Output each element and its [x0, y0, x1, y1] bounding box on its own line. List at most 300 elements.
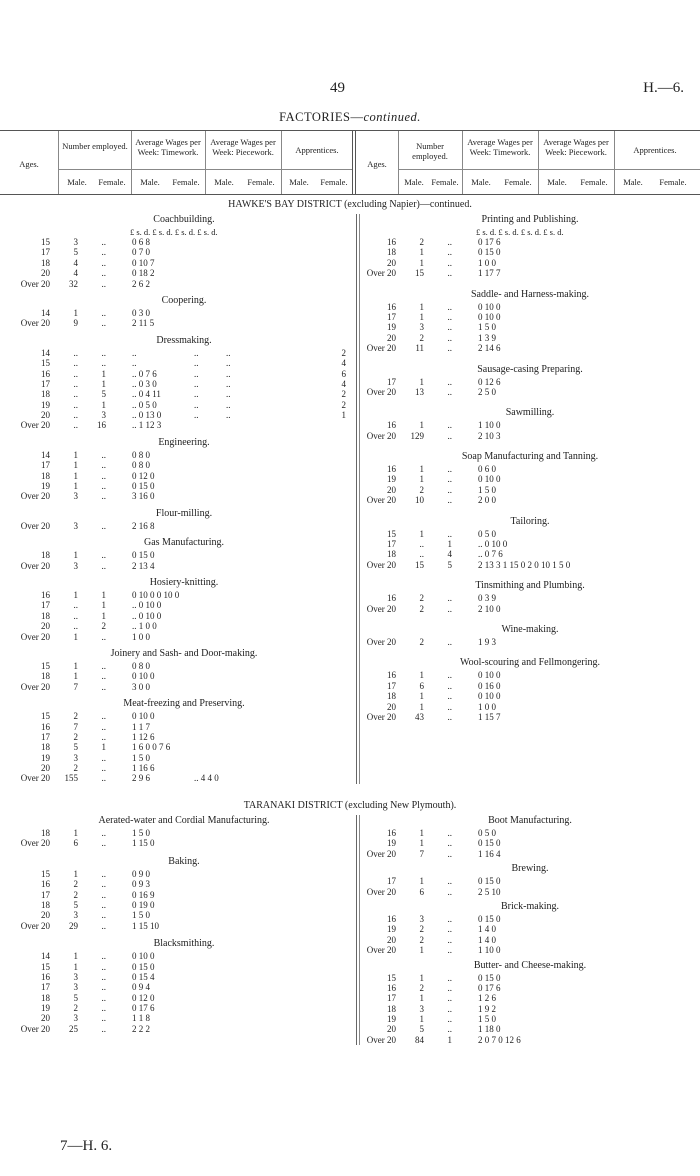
age-cell: Over 20 — [366, 945, 396, 956]
age-cell: 18 — [41, 470, 50, 481]
hdr-male: Male. — [404, 177, 424, 187]
male-count: 1 — [419, 972, 424, 983]
age-cell: 17 — [387, 539, 396, 550]
age-cell: 18 — [41, 742, 50, 753]
age-cell: Over 20 — [366, 343, 396, 354]
header-apprentices: Apprentices. — [295, 145, 339, 155]
table-row — [358, 983, 700, 993]
table-row — [12, 632, 356, 642]
table-row — [12, 1024, 356, 1034]
industry-title: Joinery and Sash- and Door-making. — [110, 647, 258, 659]
table-row — [358, 681, 700, 691]
male-count: 1 — [419, 1014, 424, 1025]
timework-wages: 0 6 0 — [478, 464, 496, 475]
table-row — [12, 993, 356, 1003]
age-cell: Over 20 — [366, 268, 396, 279]
timework-wages: 1 0 0 — [478, 701, 496, 712]
male-count: 2 — [419, 636, 424, 647]
industry-title: Aerated-water and Cordial Manufacturing. — [98, 815, 270, 826]
district-heading-hawkes-bay: HAWKE'S BAY DISTRICT (excluding Napier)—continued. — [228, 199, 472, 210]
industry-section — [358, 213, 700, 279]
table-row — [358, 464, 700, 474]
age-cell: 20 — [387, 257, 396, 268]
table-row — [12, 879, 356, 889]
female-count: .. — [101, 868, 106, 879]
timework-wages: 0 3 0 — [132, 307, 150, 318]
age-cell: 17 — [387, 876, 396, 887]
male-count: 5 — [419, 1024, 424, 1035]
table-row — [12, 951, 356, 961]
male-count: 1 — [419, 876, 424, 887]
age-cell: 15 — [41, 358, 50, 369]
industry-section — [12, 507, 356, 531]
timework-wages: 1 17 7 — [478, 268, 501, 279]
industry-section — [358, 450, 700, 506]
male-count: 4 — [73, 268, 78, 279]
male-count: 32 — [69, 278, 78, 289]
age-cell: Over 20 — [366, 848, 396, 859]
age-cell: 15 — [41, 961, 50, 972]
age-cell: 20 — [387, 484, 396, 495]
table-row — [358, 593, 700, 603]
timework-wages: 1 4 0 — [478, 924, 496, 935]
male-count: 6 — [73, 838, 78, 849]
timework-wages: 0 17 6 — [132, 1003, 155, 1014]
header-avg-piecework: Average Wages per Week: Piecework. — [210, 137, 276, 157]
industry-title: Sawmilling. — [505, 407, 555, 419]
document-reference: H.—6. — [643, 80, 684, 96]
timework-wages: 2 5 0 — [478, 386, 496, 397]
age-cell: Over 20 — [366, 711, 396, 722]
timework-wages: 1 5 0 — [132, 910, 150, 921]
age-cell: Over 20 — [20, 560, 50, 571]
timework-wages: 1 5 0 — [132, 828, 150, 838]
title-main: FACTORIES— — [279, 110, 364, 124]
age-cell: 18 — [41, 389, 50, 400]
timework-wages: 0 10 0 — [132, 671, 155, 682]
timework-wages: 0 17 6 — [478, 982, 501, 993]
female-count: .. — [447, 247, 452, 258]
male-count: 1 — [73, 589, 78, 600]
female-count: .. — [101, 1003, 106, 1014]
female-count: .. — [101, 951, 106, 962]
female-count: .. — [447, 464, 452, 475]
table-row — [358, 539, 700, 549]
male-count: 1 — [73, 961, 78, 972]
timework-wages: 0 6 8 — [132, 237, 150, 247]
female-count: .. — [447, 680, 452, 691]
timework-wages: 2 13 4 — [132, 560, 155, 571]
table-row — [12, 237, 356, 247]
table-row — [12, 962, 356, 972]
table-row — [12, 773, 356, 783]
female-count: 1 — [101, 610, 106, 621]
female-count: .. — [447, 691, 452, 702]
female-count: .. — [101, 237, 106, 247]
age-cell: Over 20 — [20, 420, 50, 431]
industry-section — [358, 862, 700, 897]
male-count: 1 — [419, 670, 424, 681]
timework-wages: .. 1 12 3 — [132, 420, 162, 431]
industry-title: Butter- and Cheese-making. — [473, 959, 587, 971]
table-row — [12, 369, 356, 379]
timework-wages: 0 19 0 — [132, 899, 155, 910]
timework-wages: 0 15 4 — [132, 971, 155, 982]
age-cell: 15 — [41, 711, 50, 722]
female-count: .. — [101, 660, 106, 671]
table-row — [12, 481, 356, 491]
apprentice-male: .. — [226, 358, 231, 369]
apprentice-female: 2 — [341, 389, 346, 400]
table-row — [12, 611, 356, 621]
male-count: 2 — [419, 982, 424, 993]
hdr-female: Female. — [659, 177, 687, 187]
currency-units: £ s. d. £ s. d. £ s. d. £ s. d. — [130, 227, 218, 237]
male-count: 2 — [73, 731, 78, 742]
timework-wages: .. 0 3 0 — [132, 378, 157, 389]
piecework-wages: .. — [194, 389, 199, 400]
female-count: .. — [447, 982, 452, 993]
female-count: .. — [101, 671, 106, 682]
age-cell: 16 — [41, 879, 50, 890]
age-cell: 17 — [41, 731, 50, 742]
table-row — [358, 322, 700, 332]
female-count: 5 — [101, 389, 106, 400]
table-row — [358, 993, 700, 1003]
timework-wages: 2 2 2 — [132, 1023, 150, 1034]
age-cell: Over 20 — [20, 318, 50, 329]
timework-wages: 1 15 7 — [478, 711, 501, 722]
timework-wages: 2 10 3 — [478, 430, 501, 441]
timework-wages: 0 10 0 0 10 0 — [132, 589, 180, 600]
male-count: 3 — [73, 560, 78, 571]
table-row — [358, 1024, 700, 1034]
header-ages-right: Ages. — [367, 159, 387, 169]
male-count: 43 — [415, 711, 424, 722]
hdr-female: Female. — [431, 177, 459, 187]
timework-wages: .. 0 10 0 — [132, 600, 162, 611]
table-row — [358, 670, 700, 680]
table-row — [358, 549, 700, 559]
industry-title: Meat-freezing and Preserving. — [123, 698, 245, 710]
timework-wages: .. 0 7 6 — [478, 549, 503, 560]
female-count: .. — [101, 460, 106, 471]
timework-wages: 1 5 0 — [478, 1014, 496, 1025]
male-count: 1 — [419, 474, 424, 485]
industry-section — [358, 363, 700, 398]
industry-title: Tinsmithing and Plumbing. — [475, 580, 585, 592]
female-count: .. — [101, 358, 106, 369]
male-count: .. — [73, 389, 78, 400]
timework-wages: 0 12 0 — [132, 470, 155, 481]
female-count: 1 — [447, 1034, 452, 1045]
age-cell: Over 20 — [20, 631, 50, 642]
female-count: .. — [101, 481, 106, 492]
industry-section — [12, 213, 356, 289]
female-count: 1 — [101, 600, 106, 611]
table-row — [358, 237, 700, 247]
timework-wages: 0 17 6 — [478, 237, 501, 247]
male-count: 1 — [73, 307, 78, 318]
age-cell: 20 — [41, 763, 50, 774]
female-count: .. — [101, 1023, 106, 1034]
age-cell: 16 — [387, 237, 396, 247]
male-count: 5 — [73, 992, 78, 1003]
timework-wages: 1 15 10 — [132, 920, 159, 931]
table-row — [358, 973, 700, 983]
table-row — [358, 637, 700, 647]
female-count: .. — [101, 1013, 106, 1024]
age-cell: 19 — [41, 399, 50, 410]
timework-wages: 0 15 0 — [132, 481, 155, 492]
table-row — [358, 924, 700, 934]
male-count: 15 — [415, 559, 424, 570]
age-cell: Over 20 — [20, 491, 50, 502]
age-cell: Over 20 — [20, 773, 50, 784]
female-count: .. — [447, 1003, 452, 1014]
table-row — [358, 914, 700, 924]
table-row — [12, 1013, 356, 1023]
timework-wages: 2 0 7 0 12 6 — [478, 1034, 521, 1045]
age-cell: Over 20 — [20, 520, 50, 531]
timework-wages: 2 16 8 — [132, 520, 155, 531]
timework-wages: 0 5 0 — [478, 528, 496, 539]
timework-wages: 0 10 7 — [132, 257, 155, 268]
age-cell: 14 — [41, 347, 50, 358]
female-count: .. — [447, 934, 452, 945]
age-cell: Over 20 — [20, 681, 50, 692]
female-count: .. — [101, 731, 106, 742]
hdr-female: Female. — [320, 177, 348, 187]
female-count: .. — [447, 670, 452, 681]
table-row — [358, 838, 700, 848]
apprentice-male: .. — [226, 378, 231, 389]
male-count: 84 — [415, 1034, 424, 1045]
timework-wages: 1 0 0 — [132, 631, 150, 642]
table-row — [12, 258, 356, 268]
timework-wages: 2 0 0 — [478, 495, 496, 506]
male-count: .. — [419, 539, 424, 550]
timework-wages: 0 15 0 — [478, 838, 501, 849]
age-cell: 16 — [387, 420, 396, 431]
table-row — [358, 431, 700, 441]
male-count: .. — [73, 358, 78, 369]
male-count: 1 — [419, 945, 424, 956]
female-count: .. — [447, 1014, 452, 1025]
district-heading-taranaki: TARANAKI DISTRICT (excluding New Plymouth). — [243, 800, 457, 811]
header-number-employed-right: Number employed. — [412, 141, 448, 161]
age-cell: Over 20 — [20, 1023, 50, 1034]
table-row — [358, 377, 700, 387]
age-cell: Over 20 — [366, 386, 396, 397]
female-count: .. — [447, 430, 452, 441]
timework-wages: 0 10 0 — [478, 474, 501, 485]
female-count: .. — [101, 982, 106, 993]
age-cell: 20 — [41, 410, 50, 421]
female-count: .. — [101, 268, 106, 279]
male-count: 1 — [419, 828, 424, 838]
age-cell: 19 — [387, 924, 396, 935]
table-row — [12, 400, 356, 410]
male-count: 1 — [73, 868, 78, 879]
female-count: .. — [447, 495, 452, 506]
male-count: 1 — [73, 449, 78, 460]
age-cell: 15 — [41, 237, 50, 247]
industry-title: Blacksmithing. — [153, 938, 215, 950]
male-count: 13 — [415, 386, 424, 397]
age-cell: Over 20 — [366, 636, 396, 647]
hdr-female: Female. — [98, 177, 126, 187]
hdr-male: Male. — [289, 177, 309, 187]
female-count: .. — [101, 899, 106, 910]
industry-title: Soap Manufacturing and Tanning. — [461, 451, 599, 463]
industry-section — [358, 814, 700, 859]
male-count: 2 — [419, 593, 424, 604]
table-row — [358, 474, 700, 484]
male-count: 2 — [419, 603, 424, 614]
timework-wages: 0 15 0 — [478, 876, 501, 887]
male-count: 3 — [73, 1013, 78, 1024]
male-count: 5 — [73, 899, 78, 910]
age-cell: 20 — [387, 332, 396, 343]
female-count: .. — [447, 268, 452, 279]
male-count: 1 — [419, 420, 424, 431]
male-count: 1 — [419, 247, 424, 258]
age-cell: 17 — [41, 247, 50, 258]
table-row — [12, 753, 356, 763]
timework-wages: 1 1 7 — [132, 721, 150, 732]
piecework-wages: .. — [194, 358, 199, 369]
age-cell: 20 — [387, 934, 396, 945]
male-count: .. — [73, 399, 78, 410]
timework-wages: 2 13 3 1 15 0 2 0 10 1 5 0 — [478, 559, 571, 570]
female-count: .. — [101, 278, 106, 289]
male-count: 1 — [73, 828, 78, 838]
male-count: 1 — [419, 993, 424, 1004]
female-count: 1 — [447, 539, 452, 550]
hdr-male: Male. — [214, 177, 234, 187]
male-count: .. — [73, 420, 78, 431]
industry-section — [358, 900, 700, 956]
age-cell: 17 — [387, 376, 396, 387]
female-count: .. — [101, 828, 106, 838]
timework-wages: .. 1 0 0 — [132, 621, 157, 632]
female-count: 2 — [101, 621, 106, 632]
timework-wages: 2 11 5 — [132, 318, 155, 329]
apprentice-female: 1 — [341, 410, 346, 421]
currency-units-row — [358, 227, 700, 237]
age-cell: 18 — [387, 247, 396, 258]
female-count: .. — [101, 681, 106, 692]
male-count: 11 — [415, 343, 424, 354]
hawkes-bay-left-column — [12, 213, 356, 789]
industry-section — [12, 536, 356, 571]
hdr-female: Female. — [247, 177, 275, 187]
male-count: 5 — [73, 247, 78, 258]
age-cell: 19 — [41, 481, 50, 492]
timework-wages: .. 0 5 0 — [132, 399, 157, 410]
currency-units-row — [12, 227, 356, 237]
timework-wages: .. 0 10 0 — [478, 539, 508, 550]
male-count: 1 — [419, 528, 424, 539]
female-count: .. — [447, 924, 452, 935]
female-count: .. — [101, 992, 106, 1003]
table-row — [12, 621, 356, 631]
female-count: .. — [447, 1024, 452, 1035]
male-count: .. — [73, 600, 78, 611]
industry-title: Flour-milling. — [155, 507, 213, 519]
timework-wages: 0 10 0 — [478, 670, 501, 681]
apprentice-female: 6 — [341, 368, 346, 379]
piecework-wages: .. — [194, 399, 199, 410]
timework-wages: 0 5 0 — [478, 828, 496, 838]
male-count: 6 — [419, 886, 424, 897]
timework-wages: 2 6 2 — [132, 278, 150, 289]
table-row — [358, 849, 700, 859]
table-row — [358, 691, 700, 701]
hdr-female: Female. — [172, 177, 200, 187]
table-row — [12, 410, 356, 420]
age-cell: 16 — [41, 971, 50, 982]
timework-wages: 1 5 0 — [478, 484, 496, 495]
taranaki-right-column — [358, 814, 700, 1048]
hdr-male: Male. — [471, 177, 491, 187]
table-row — [12, 661, 356, 671]
male-count: 15 — [415, 268, 424, 279]
age-cell: 16 — [387, 593, 396, 604]
apprentice-female: 2 — [341, 347, 346, 358]
female-count: 1 — [101, 378, 106, 389]
table-row — [358, 702, 700, 712]
table-row — [12, 742, 356, 752]
timework-wages: 0 10 0 — [478, 311, 501, 322]
male-count: 1 — [419, 691, 424, 702]
industry-section — [12, 855, 356, 931]
table-row — [358, 712, 700, 722]
female-count: 5 — [447, 559, 452, 570]
male-count: 1 — [73, 631, 78, 642]
industry-section — [358, 579, 700, 614]
female-count: .. — [101, 711, 106, 722]
male-count: .. — [73, 610, 78, 621]
female-count: .. — [447, 420, 452, 431]
table-row — [12, 921, 356, 931]
table-row — [12, 732, 356, 742]
table-row — [358, 935, 700, 945]
male-count: 1 — [419, 464, 424, 475]
timework-wages: .. 0 4 11 — [132, 389, 161, 400]
table-row — [358, 1035, 700, 1045]
male-count: 2 — [73, 763, 78, 774]
hdr-male: Male. — [67, 177, 87, 187]
age-cell: 17 — [387, 311, 396, 322]
table-row — [12, 491, 356, 501]
table-row — [12, 900, 356, 910]
industry-section — [358, 959, 700, 1046]
footer-signature: 7—H. 6. — [60, 1138, 113, 1154]
timework-wages: 0 16 0 — [478, 680, 501, 691]
table-row — [12, 389, 356, 399]
age-cell: Over 20 — [366, 1034, 396, 1045]
age-cell: 20 — [41, 1013, 50, 1024]
female-count: .. — [101, 491, 106, 502]
female-count: .. — [101, 307, 106, 318]
age-cell: 16 — [387, 670, 396, 681]
male-count: 2 — [419, 484, 424, 495]
age-cell: Over 20 — [20, 838, 50, 849]
table-row — [358, 302, 700, 312]
timework-wages: 1 6 0 0 7 6 — [132, 742, 171, 753]
